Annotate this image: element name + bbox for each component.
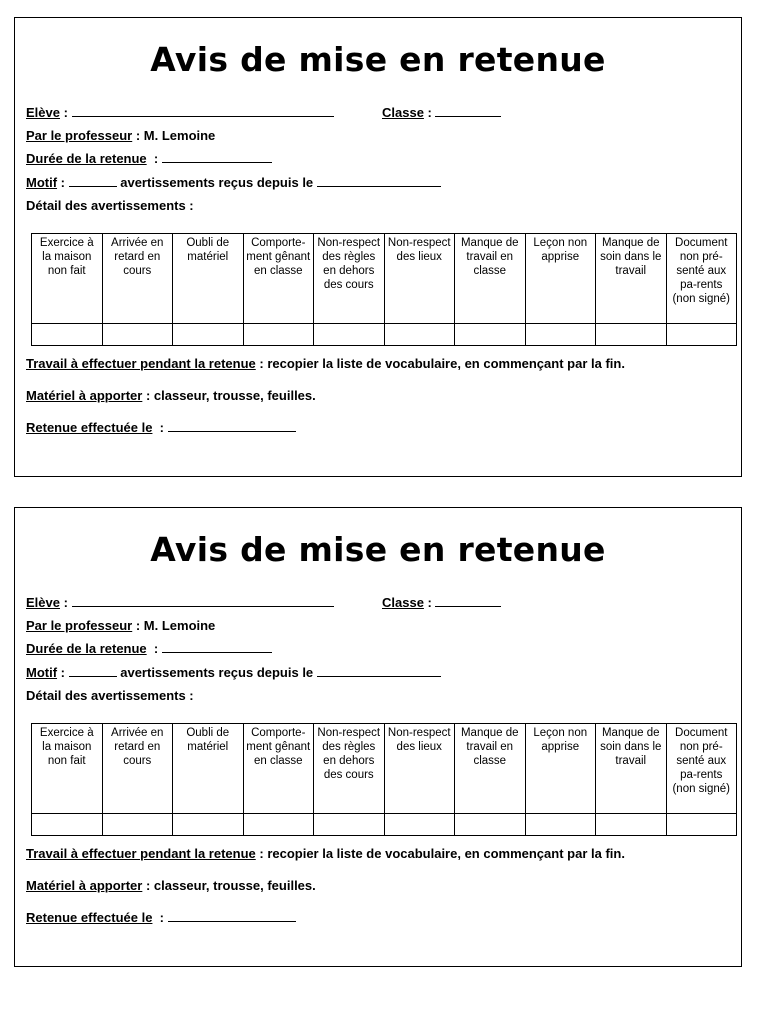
warnings-header-row [32,234,737,324]
motif-line: Motif : avertissements reçus depuis le [26,175,441,190]
retenue-date-field[interactable] [168,910,296,922]
warnings-entry-row [32,814,737,836]
column-header: Non-respect des règles en dehors des cours [314,234,385,324]
column-header: Comporte-ment gênant en classe [243,724,314,814]
retenue-label: Retenue effectuée le [26,420,153,435]
warning-cell[interactable] [455,814,526,836]
column-header: Manque de travail en classe [455,724,526,814]
travail-line: Travail à effectuer pendant la retenue : recopier la liste de vocabulaire, en commençant par la fin. [26,846,625,861]
duree-line: Durée de la retenue : [26,151,272,166]
motif-label: Motif [26,665,58,680]
detention-slip [14,17,742,477]
column-header: Exercice à la maison non fait [32,724,103,814]
eleve-label: Elève [26,105,60,120]
materiel-label: Matériel à apporter [26,878,143,893]
warning-cell[interactable] [102,814,173,836]
motif-line: Motif : avertissements reçus depuis le [26,665,441,680]
column-header: Manque de soin dans le travail [596,234,667,324]
professeur-value: M. Lemoine [143,618,216,633]
warning-cell[interactable] [384,324,455,346]
duree-label: Durée de la retenue [26,641,147,656]
warning-cell[interactable] [666,814,737,836]
eleve-line: Elève : [26,105,334,120]
detention-slip [14,507,742,967]
column-header: Exercice à la maison non fait [32,234,103,324]
warning-cell[interactable] [525,814,596,836]
warning-cell[interactable] [32,814,103,836]
warning-cell[interactable] [666,324,737,346]
warning-cell[interactable] [102,324,173,346]
column-header: Document non pré-senté aux pa-rents (non signé) [666,724,737,814]
travail-value: recopier la liste de vocabulaire, en commençant par la fin. [267,846,625,861]
column-header: Comporte-ment gênant en classe [243,234,314,324]
motif-count-field[interactable] [69,175,117,187]
detail-label: Détail des avertissements : [26,198,194,213]
column-header: Leçon non apprise [525,724,596,814]
classe-label: Classe [382,105,424,120]
materiel-label: Matériel à apporter [26,388,143,403]
column-header: Document non pré-senté aux pa-rents (non signé) [666,234,737,324]
motif-text: avertissements reçus depuis le [120,175,314,190]
eleve-field[interactable] [72,595,334,607]
eleve-line: Elève : [26,595,334,610]
column-header: Arrivée en retard en cours [102,724,173,814]
materiel-line: Matériel à apporter : classeur, trousse, feuilles. [26,878,316,893]
motif-label: Motif [26,175,58,190]
professeur-label: Par le professeur [26,128,133,143]
warnings-table [31,723,737,836]
column-header: Oubli de matériel [173,724,244,814]
column-header: Leçon non apprise [525,234,596,324]
retenue-label: Retenue effectuée le [26,910,153,925]
retenue-line: Retenue effectuée le : [26,420,296,435]
motif-text: avertissements reçus depuis le [120,665,314,680]
classe-field[interactable] [435,595,501,607]
retenue-date-field[interactable] [168,420,296,432]
warnings-header-row [32,724,737,814]
professeur-value: M. Lemoine [143,128,216,143]
professeur-label: Par le professeur [26,618,133,633]
professeur-line: Par le professeur : M. Lemoine [26,618,216,633]
classe-label: Classe [382,595,424,610]
warning-cell[interactable] [243,814,314,836]
retenue-line: Retenue effectuée le : [26,910,296,925]
duree-field[interactable] [162,151,272,163]
duree-label: Durée de la retenue [26,151,147,166]
warnings-entry-row [32,324,737,346]
column-header: Manque de travail en classe [455,234,526,324]
warning-cell[interactable] [314,324,385,346]
column-header: Arrivée en retard en cours [102,234,173,324]
travail-label: Travail à effectuer pendant la retenue [26,356,256,371]
column-header: Non-respect des lieux [384,724,455,814]
eleve-field[interactable] [72,105,334,117]
travail-value: recopier la liste de vocabulaire, en commençant par la fin. [267,356,625,371]
warning-cell[interactable] [384,814,455,836]
column-header: Non-respect des règles en dehors des cours [314,724,385,814]
duree-field[interactable] [162,641,272,653]
column-header: Manque de soin dans le travail [596,724,667,814]
travail-label: Travail à effectuer pendant la retenue [26,846,256,861]
slip-title: Avis de mise en retenue [150,40,606,79]
professeur-line: Par le professeur : M. Lemoine [26,128,216,143]
materiel-value: classeur, trousse, feuilles. [153,388,316,403]
detail-label: Détail des avertissements : [26,688,194,703]
warning-cell[interactable] [525,324,596,346]
classe-line: Classe : [382,595,501,610]
classe-line: Classe : [382,105,501,120]
motif-count-field[interactable] [69,665,117,677]
motif-date-field[interactable] [317,665,441,677]
column-header: Non-respect des lieux [384,234,455,324]
motif-date-field[interactable] [317,175,441,187]
classe-field[interactable] [435,105,501,117]
slip-title: Avis de mise en retenue [150,530,606,569]
eleve-label: Elève [26,595,60,610]
warning-cell[interactable] [596,324,667,346]
warning-cell[interactable] [314,814,385,836]
materiel-line: Matériel à apporter : classeur, trousse, feuilles. [26,388,316,403]
warning-cell[interactable] [173,814,244,836]
warnings-table [31,233,737,346]
travail-line: Travail à effectuer pendant la retenue : recopier la liste de vocabulaire, en commençant par la fin. [26,356,625,371]
warning-cell[interactable] [596,814,667,836]
warning-cell[interactable] [455,324,526,346]
warning-cell[interactable] [32,324,103,346]
warning-cell[interactable] [243,324,314,346]
materiel-value: classeur, trousse, feuilles. [153,878,316,893]
warning-cell[interactable] [173,324,244,346]
duree-line: Durée de la retenue : [26,641,272,656]
column-header: Oubli de matériel [173,234,244,324]
